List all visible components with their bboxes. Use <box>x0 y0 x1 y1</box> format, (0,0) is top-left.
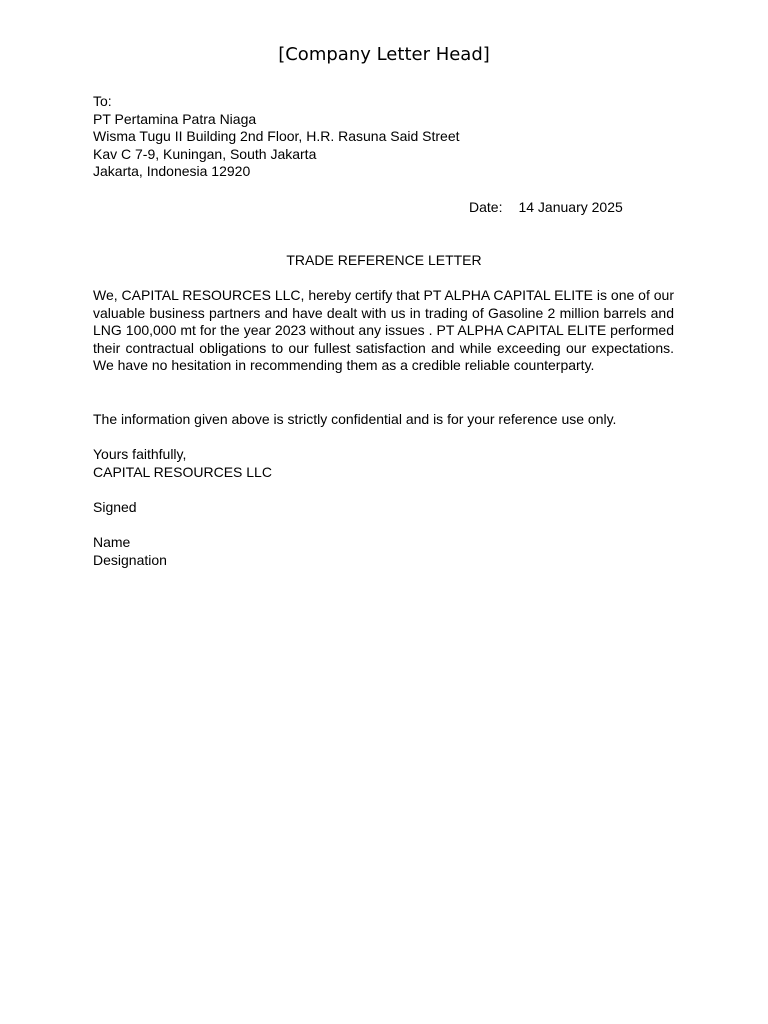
body-paragraph: We, CAPITAL RESOURCES LLC, hereby certify that PT ALPHA CAPITAL ELITE is one of our valuable business partners and have dealt with us in trading of Gasoline 2 million barrels and LNG 100,000 mt for the year 2023 without any issues . PT ALPHA CAPITAL ELITE performed their contractual obligations to our fullest satisfaction and while exceeding our expectations. We have no hesitation in recommending them as a credible reliable counterparty. <box>93 287 674 374</box>
recipient-address-line-1: Wisma Tugu II Building 2nd Floor, H.R. Rasuna Said Street <box>93 128 460 145</box>
to-label: To: <box>93 93 112 109</box>
closing-salutation: Yours faithfully, <box>93 446 187 462</box>
recipient-address-line-2: Kav C 7-9, Kuningan, South Jakarta <box>93 145 317 162</box>
confidentiality-paragraph: The information given above is strictly confidential and is for your reference use only. <box>93 411 617 427</box>
signatory-block <box>93 534 167 569</box>
letter-subject: TRADE REFERENCE LETTER <box>286 252 482 268</box>
closing-block <box>93 446 272 481</box>
signatory-designation: Designation <box>93 551 167 568</box>
closing-company: CAPITAL RESOURCES LLC <box>93 463 272 480</box>
recipient-company: PT Pertamina Patra Niaga <box>93 110 257 127</box>
recipient-address <box>93 93 674 181</box>
company-letterhead: [Company Letter Head] <box>278 44 490 65</box>
signatory-name: Name <box>93 534 131 550</box>
date-value: 14 January 2025 <box>518 199 623 215</box>
date-label: Date: <box>469 199 503 215</box>
signed-label: Signed <box>93 499 137 515</box>
date-line <box>469 199 623 217</box>
recipient-address-line-3: Jakarta, Indonesia 12920 <box>93 163 251 180</box>
